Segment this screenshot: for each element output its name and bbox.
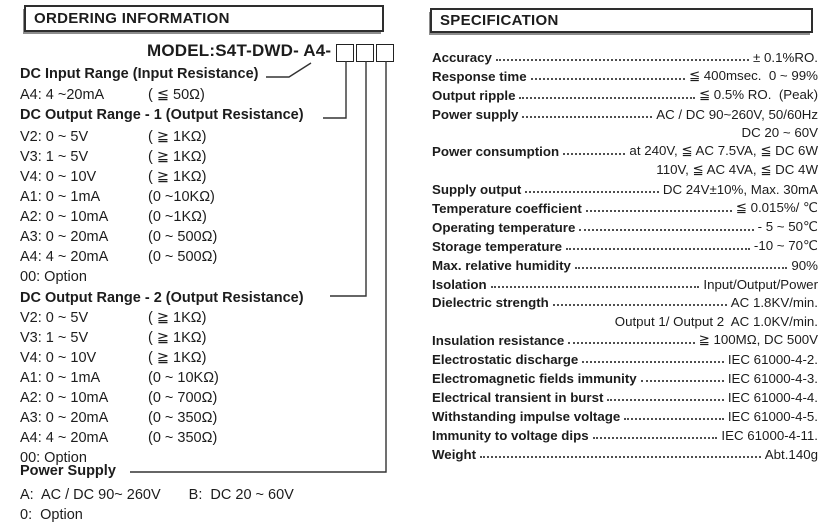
spec-row — [432, 273, 818, 292]
specification-header — [430, 8, 813, 33]
option-code: V3: 1 ~ 5V — [20, 330, 89, 346]
dotted-leader — [525, 191, 659, 193]
spec-value: ≦ 0.015%/ ℃ — [735, 200, 818, 216]
power-supply-option-b: B: DC 20 ~ 60V — [188, 487, 294, 503]
spec-label: Supply output — [432, 182, 522, 198]
output-range-2-list — [20, 308, 219, 468]
option-code: V2: 0 ~ 5V — [20, 310, 89, 326]
spec-row — [432, 310, 818, 329]
option-code: V2: 0 ~ 5V — [20, 129, 89, 145]
ordering-information-header — [24, 5, 384, 32]
spec-value: - 5 ~ 50℃ — [757, 218, 818, 234]
option-resistance: (0 ~ 10KΩ) — [148, 370, 219, 386]
spec-value: Abt.140g — [764, 446, 818, 462]
option-code: V4: 0 ~ 10V — [20, 350, 97, 366]
spec-label: Dielectric strength — [432, 295, 549, 311]
spec-label: Immunity to voltage dips — [432, 427, 589, 443]
dotted-leader — [480, 456, 761, 458]
spec-value: ≦ 0.5% RO. (Peak) — [698, 86, 818, 102]
option-code: 00: Option — [20, 450, 87, 466]
dotted-leader — [568, 342, 694, 344]
spec-row — [432, 329, 818, 348]
output-range-2-title: DC Output Range - 2 (Output Resistance) — [20, 290, 304, 306]
ordering-option-row — [20, 368, 219, 388]
option-resistance: ( ≧ 1KΩ) — [148, 169, 207, 185]
option-code: A2: 0 ~ 10mA — [20, 209, 109, 225]
spec-label: Electromagnetic fields immunity — [432, 371, 637, 387]
spec-label: Electrostatic discharge — [432, 352, 579, 368]
spec-value: AC 1.8KV/min. — [730, 295, 818, 311]
spec-row — [432, 235, 818, 254]
option-resistance: ( ≦ 50Ω) — [148, 87, 205, 103]
spec-label: Isolation — [432, 276, 487, 292]
option-code: A2: 0 ~ 10mA — [20, 390, 109, 406]
spec-value: IEC 61000-4-3. — [727, 371, 818, 387]
option-resistance: (0 ~ 350Ω) — [148, 430, 218, 446]
ordering-option-row — [20, 388, 219, 408]
spec-value: ± 0.1%RO. — [753, 49, 818, 65]
option-code: A4: 4 ~20mA — [20, 87, 105, 103]
power-supply-option-a: A: AC / DC 90~ 260V — [20, 487, 161, 503]
ordering-option-row — [20, 408, 219, 428]
spec-row — [432, 443, 818, 462]
option-resistance: (0 ~10KΩ) — [148, 189, 215, 205]
dotted-leader — [575, 267, 787, 269]
ordering-option-row — [20, 428, 219, 448]
ordering-option-row — [20, 247, 217, 267]
spec-row — [432, 254, 818, 273]
ordering-option-row — [20, 167, 217, 187]
option-resistance: (0 ~ 350Ω) — [148, 410, 218, 426]
dotted-leader — [522, 116, 652, 118]
ordering-option-row — [20, 348, 219, 368]
spec-value: Output 1/ Output 2 AC 1.0KV/min. — [614, 314, 818, 330]
spec-label: Power supply — [432, 106, 519, 122]
ordering-option-row — [20, 85, 205, 105]
spec-label: Response time — [432, 68, 527, 84]
ordering-option-row — [20, 187, 217, 207]
option-code: A4: 4 ~ 20mA — [20, 430, 109, 446]
spec-row — [432, 122, 818, 141]
spec-label: Weight — [432, 446, 477, 462]
spec-label: Power consumption — [432, 144, 560, 160]
dotted-leader — [624, 418, 724, 420]
spec-row — [432, 159, 818, 178]
specification-table — [432, 46, 818, 462]
dotted-leader — [491, 286, 700, 288]
input-range-list — [20, 85, 205, 105]
dotted-leader — [641, 380, 724, 382]
ordering-option-row — [20, 227, 217, 247]
model-code-box-output-1 — [336, 44, 354, 62]
spec-value: DC 24V±10%, Max. 30mA — [662, 182, 818, 198]
option-code: V3: 1 ~ 5V — [20, 149, 89, 165]
dotted-leader — [566, 248, 750, 250]
spec-label: Accuracy — [432, 49, 492, 65]
model-code-box-power-supply — [376, 44, 394, 62]
spec-row — [432, 140, 818, 159]
power-supply-options — [20, 487, 294, 503]
spec-label: Electrical transient in burst — [432, 389, 604, 405]
spec-label: Output ripple — [432, 87, 516, 103]
option-resistance: (0 ~ 700Ω) — [148, 390, 218, 406]
spec-value: IEC 61000-4-11. — [721, 427, 818, 443]
spec-value: IEC 61000-4-5. — [727, 408, 818, 424]
spec-row — [432, 178, 818, 197]
spec-label: Withstanding impulse voltage — [432, 408, 621, 424]
dotted-leader — [519, 97, 695, 99]
power-supply-option-zero: 0: Option — [20, 507, 83, 523]
option-resistance: ( ≧ 1KΩ) — [148, 149, 207, 165]
spec-label: Storage temperature — [432, 238, 563, 254]
dotted-leader — [563, 153, 625, 155]
dotted-leader — [593, 437, 718, 439]
spec-value: AC / DC 90~260V, 50/60Hz — [656, 106, 818, 122]
dotted-leader — [607, 399, 723, 401]
ordering-option-row — [20, 147, 217, 167]
spec-label: Temperature coefficient — [432, 201, 582, 217]
spec-row — [432, 46, 818, 65]
ordering-header-label: ORDERING INFORMATION — [34, 10, 230, 27]
dotted-leader — [582, 361, 723, 363]
option-resistance: ( ≧ 1KΩ) — [148, 310, 207, 326]
spec-row — [432, 424, 818, 443]
option-resistance: ( ≧ 1KΩ) — [148, 330, 207, 346]
power-supply-title: Power Supply — [20, 463, 116, 479]
spec-value: -10 ~ 70℃ — [753, 237, 818, 253]
spec-value: DC 20 ~ 60V — [741, 125, 818, 141]
dotted-leader — [579, 229, 753, 231]
ordering-option-row — [20, 127, 217, 147]
ordering-option-row — [20, 308, 219, 328]
spec-row — [432, 103, 818, 122]
spec-label: Insulation resistance — [432, 333, 565, 349]
spec-value: 90% — [791, 257, 818, 273]
spec-value: IEC 61000-4-4. — [727, 389, 818, 405]
ordering-option-row — [20, 328, 219, 348]
spec-row — [432, 216, 818, 235]
spec-row — [432, 197, 818, 216]
dotted-leader — [586, 210, 732, 212]
dotted-leader — [531, 78, 685, 80]
spec-value: IEC 61000-4-2. — [727, 352, 818, 368]
option-code: V4: 0 ~ 10V — [20, 169, 97, 185]
option-code: A1: 0 ~ 1mA — [20, 189, 101, 205]
option-code: A3: 0 ~ 20mA — [20, 410, 109, 426]
option-resistance: ( ≧ 1KΩ) — [148, 350, 207, 366]
spec-label: Max. relative humidity — [432, 257, 571, 273]
option-resistance: (0 ~1KΩ) — [148, 209, 207, 225]
option-code: A1: 0 ~ 1mA — [20, 370, 101, 386]
output-range-1-title: DC Output Range - 1 (Output Resistance) — [20, 107, 304, 123]
model-number-label: MODEL:S4T-DWD- A4- — [147, 41, 332, 60]
option-resistance: (0 ~ 500Ω) — [148, 249, 218, 265]
option-resistance: (0 ~ 500Ω) — [148, 229, 218, 245]
spec-row — [432, 386, 818, 405]
spec-value: ≧ 100MΩ, DC 500V — [698, 332, 818, 348]
spec-row — [432, 405, 818, 424]
option-code: 00: Option — [20, 269, 87, 285]
spec-value: at 240V, ≦ AC 7.5VA, ≦ DC 6W — [629, 143, 818, 159]
dotted-leader — [553, 304, 727, 306]
option-resistance: ( ≧ 1KΩ) — [148, 129, 207, 145]
output-range-1-list — [20, 127, 217, 287]
spec-row — [432, 367, 818, 386]
ordering-option-row — [20, 207, 217, 227]
ordering-option-row — [20, 267, 217, 287]
model-code-box-output-2 — [356, 44, 374, 62]
option-code: A4: 4 ~ 20mA — [20, 249, 109, 265]
spec-value: 110V, ≦ AC 4VA, ≦ DC 4W — [656, 162, 818, 178]
dotted-leader — [496, 59, 749, 61]
spec-row — [432, 348, 818, 367]
spec-label: Operating temperature — [432, 219, 576, 235]
input-range-title: DC Input Range (Input Resistance) — [20, 66, 259, 82]
specification-header-label: SPECIFICATION — [440, 12, 559, 29]
spec-value: ≦ 400msec. 0 ~ 99% — [688, 67, 818, 83]
spec-row — [432, 292, 818, 311]
spec-row — [432, 84, 818, 103]
spec-value: Input/Output/Power — [703, 276, 818, 292]
option-code: A3: 0 ~ 20mA — [20, 229, 109, 245]
spec-row — [432, 65, 818, 84]
